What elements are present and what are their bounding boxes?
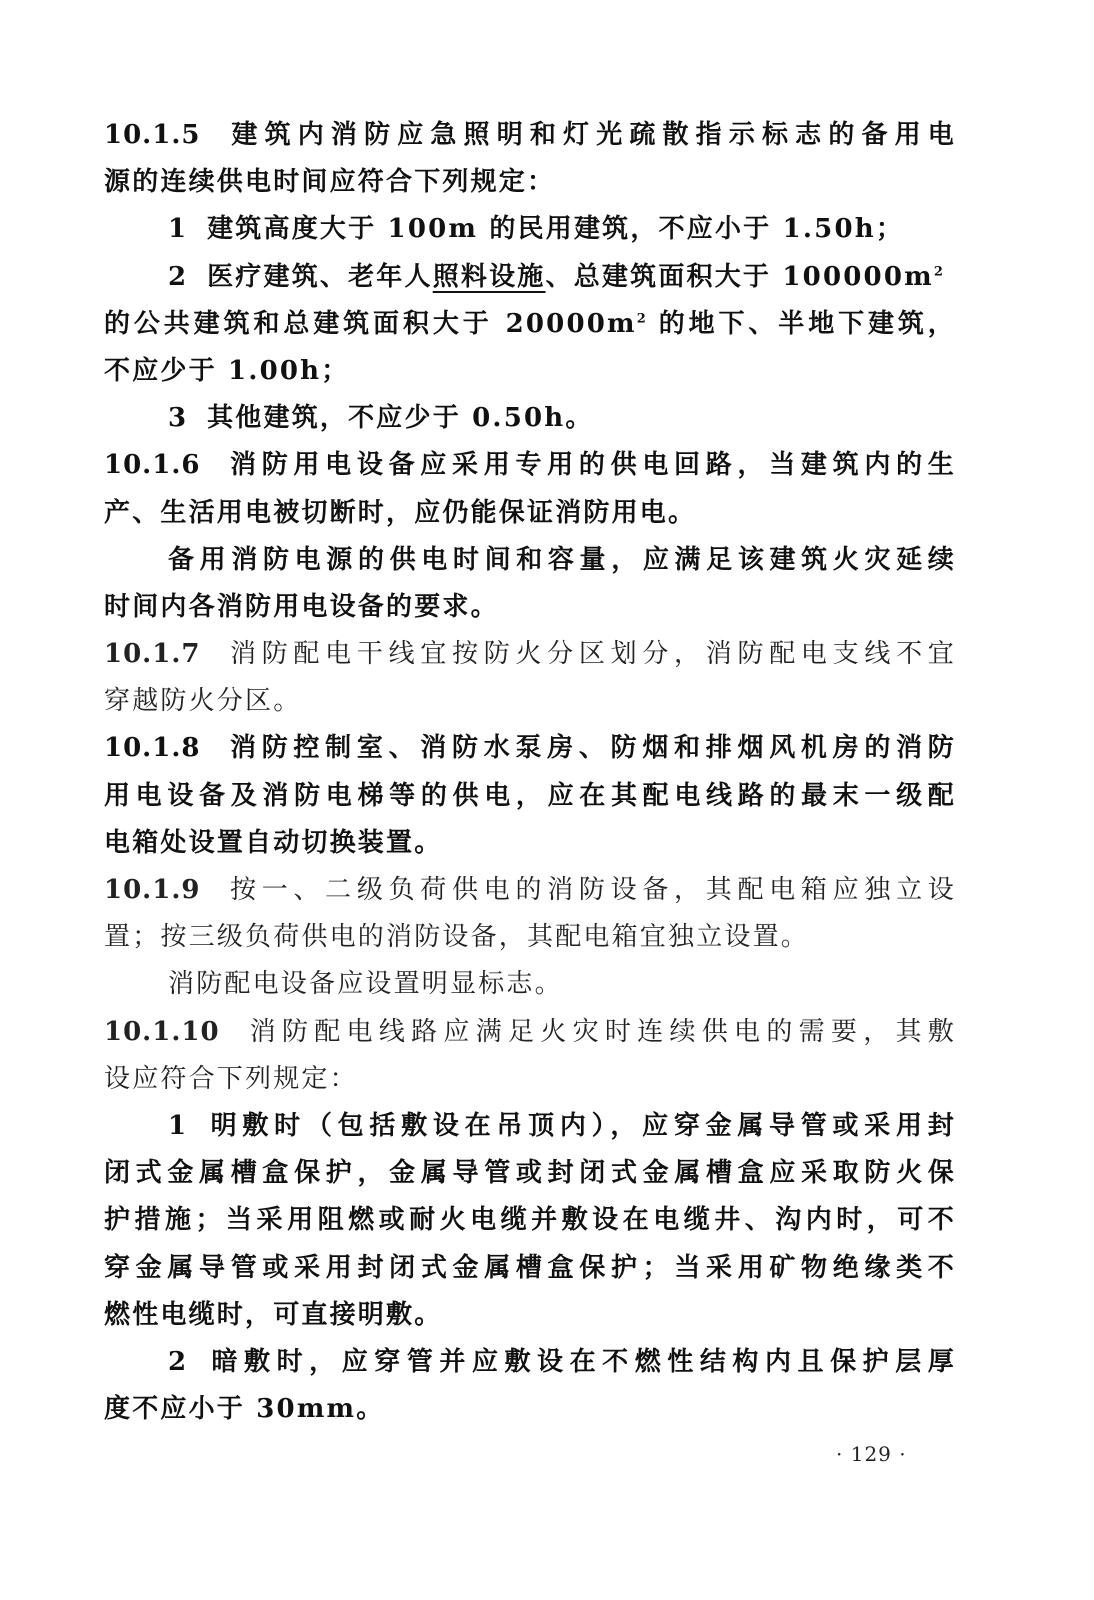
section-10-1-7 bbox=[104, 631, 956, 678]
clause-text: 按一、二级负荷供电的消防设备，其配电箱应独立设 bbox=[226, 875, 956, 905]
list-item: 3 其他建筑，不应少于 0.50h。 bbox=[168, 403, 594, 434]
list-item-continued: 燃性电缆时，可直接明敷。 bbox=[104, 1299, 443, 1330]
paragraph: 备用消防电源的供电时间和容量，应满足该建筑火灾延续 bbox=[168, 544, 956, 575]
clause-text-continued: 用电设备及消防电梯等的供电，应在其配电线路的最末一级配 bbox=[104, 780, 956, 811]
clause-number: 10.1.6 bbox=[104, 450, 201, 481]
list-item: 1 明敷时（包括敷设在吊顶内），应穿金属导管或采用封 bbox=[168, 1110, 956, 1141]
clause-text: 建筑内消防应急照明和灯光疏散指示标志的备用电 bbox=[226, 120, 956, 150]
clause-text: 消防配电线路应满足火灾时连续供电的需要，其敷 bbox=[245, 1016, 956, 1047]
clause-text: 消防用电设备应采用专用的供电回路，当建筑内的生 bbox=[226, 450, 956, 481]
clause-number: 10.1.8 bbox=[104, 733, 201, 764]
clause-text-continued: 电箱处设置自动切换装置。 bbox=[104, 827, 443, 858]
section-10-1-9 bbox=[104, 867, 956, 914]
section-10-1-6 bbox=[104, 442, 956, 489]
list-item-continued: 度不应小于 30mm。 bbox=[104, 1394, 385, 1425]
clause-number: 10.1.7 bbox=[104, 639, 201, 670]
list-item: 1 建筑高度大于 100m 的民用建筑，不应小于 1.50h； bbox=[168, 214, 905, 245]
paragraph: 消防配电设备应设置明显标志。 bbox=[168, 969, 563, 1000]
section-10-1-5 bbox=[104, 112, 956, 159]
list-item-continued: 护措施；当采用阻燃或耐火电缆并敷设在电缆井、沟内时，可不 bbox=[104, 1205, 956, 1236]
section-10-1-10 bbox=[104, 1009, 956, 1056]
document-body bbox=[104, 112, 956, 1433]
clause-number: 10.1.10 bbox=[104, 1016, 220, 1047]
clause-text-continued: 穿越防火分区。 bbox=[104, 686, 302, 717]
list-item-continued: 穿金属导管或采用封闭式金属槽盒保护；当采用矿物绝缘类不 bbox=[104, 1252, 956, 1283]
underlined-text: 照料设施 bbox=[432, 261, 546, 292]
clause-text: 消防控制室、消防水泵房、防烟和排烟风机房的消防 bbox=[226, 733, 956, 764]
clause-text-continued: 产、生活用电被切断时，应仍能保证消防用电。 bbox=[104, 497, 697, 528]
clause-text-continued: 置；按三级负荷供电的消防设备，其配电箱宜独立设置。 bbox=[104, 922, 810, 953]
clause-number: 10.1.5 bbox=[104, 120, 201, 150]
list-item: 2 医疗建筑、老年人照料设施、总建筑面积大于 $100000m^2$ bbox=[168, 261, 943, 292]
section-10-1-8 bbox=[104, 725, 956, 772]
page-number: · 129 · bbox=[836, 1442, 907, 1466]
clause-text-continued: 设应符合下列规定： bbox=[104, 1063, 358, 1094]
clause-number: 10.1.9 bbox=[104, 875, 201, 905]
list-item: 2 暗敷时，应穿管并应敷设在不燃性结构内且保护层厚 bbox=[168, 1346, 956, 1377]
list-item-continued: 不应少于 1.00h； bbox=[104, 355, 350, 386]
clause-text: 消防配电干线宜按防火分区划分，消防配电支线不宜 bbox=[226, 639, 956, 670]
clause-text-continued: 源的连续供电时间应符合下列规定： bbox=[104, 167, 556, 198]
list-item-continued: 闭式金属槽盒保护，金属导管或封闭式金属槽盒应采取防火保 bbox=[104, 1158, 956, 1189]
paragraph-continued: 时间内各消防用电设备的要求。 bbox=[104, 591, 499, 622]
list-item-continued: 的公共建筑和总建筑面积大于 $20000m^2$ 的地下、半地下建筑， bbox=[104, 308, 956, 339]
